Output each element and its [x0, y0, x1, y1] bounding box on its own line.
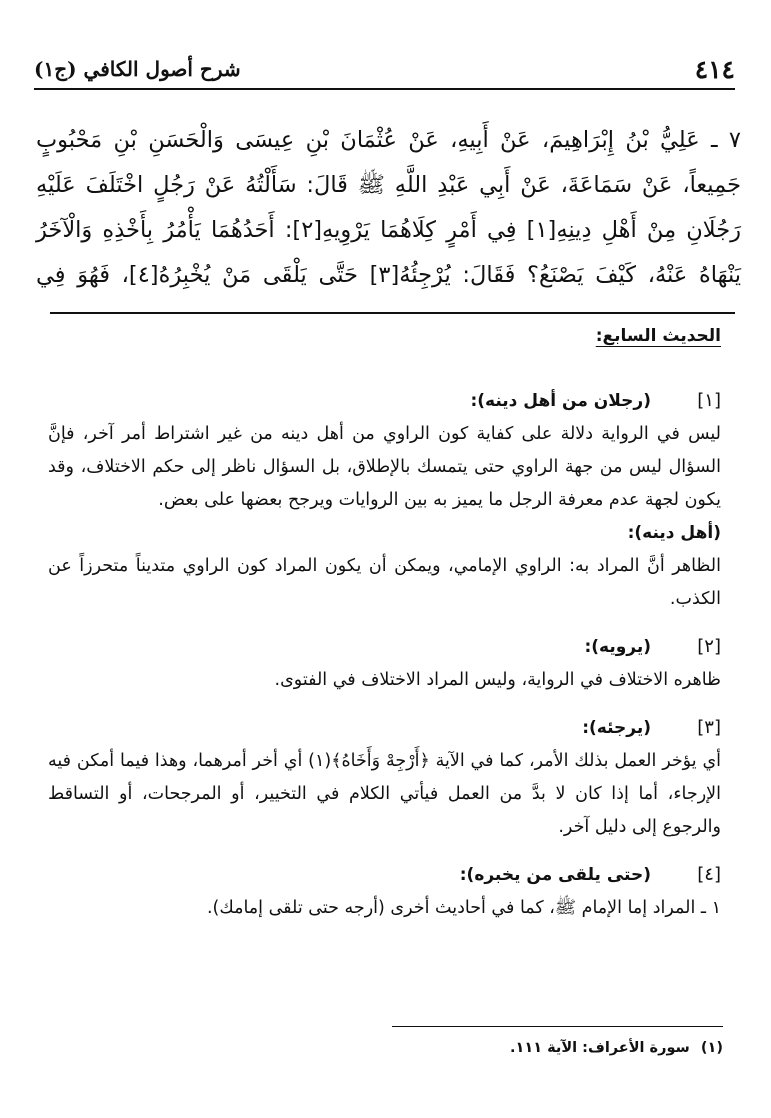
note-body: ليس في الرواية دلالة على كفاية كون الراوي من أهل دينه من غير اشتراط أمر آخر، فإنَّ السؤال ليس من جهة الراوي حتى يتمسك بالإطلاق، بل السؤال ناظر إلى حكم الاختلاف، وقد يكون لجهة عدم معرفة الرجل ما يميز به بين الروايات ويرجح بعضها على بعض.: [48, 424, 721, 510]
note-number: [١]: [697, 390, 721, 411]
note-phrase: (رجلان من أهل دينه):: [470, 391, 651, 411]
note-3: [48, 711, 721, 844]
section-divider: [50, 312, 735, 314]
note-heading: [48, 711, 721, 745]
note-1: [48, 384, 721, 616]
section-title: الحديث السابع:: [595, 326, 721, 346]
book-title: شرح أصول الكافي (ج١): [34, 57, 241, 81]
note-number: [٤]: [697, 864, 721, 885]
note-phrase: (يرجئه):: [582, 718, 651, 738]
note-body: ١ ـ المراد إما الإمام ﷺ، كما في أحاديث أخرى (أرجه حتى تلقى إمامك).: [206, 898, 721, 918]
note-4: [48, 858, 721, 925]
page-header: [34, 52, 735, 86]
note-number: [٢]: [697, 636, 721, 657]
commentary-notes: [48, 384, 721, 939]
note-number: [٣]: [697, 717, 721, 738]
header-rule: [34, 88, 735, 90]
note-heading: [48, 630, 721, 664]
note-2: [48, 630, 721, 697]
footnote-text: سورة الأعراف: الآية ١١١.: [510, 1040, 690, 1056]
note-sub-body: الظاهر أنَّ المراد به: الراوي الإمامي، ويمكن أن يكون المراد كون الراوي متديناً متحرزاً عن الكذب.: [48, 556, 721, 609]
page-number: ٤١٤: [694, 54, 735, 84]
note-phrase: (حتى يلقى من يخبره):: [459, 865, 651, 885]
note-heading: [48, 858, 721, 892]
note-heading: [48, 384, 721, 418]
note-phrase: (يرويه):: [584, 637, 651, 657]
footnote-rule: [392, 1026, 723, 1027]
note-body: ظاهره الاختلاف في الرواية، وليس المراد الاختلاف في الفتوى.: [274, 670, 721, 690]
note-subheading: (أهل دينه):: [627, 523, 721, 543]
footnote: [504, 1040, 723, 1056]
hadith-text: ٧ ـ عَلِيُّ بْنُ إِبْرَاهِيمَ، عَنْ أَبِيهِ، عَنْ عُثْمَانَ بْنِ عِيسَى وَالْحَسَنِ بْنِ مَحْبُوبٍ جَمِيعاً، عَنْ سَمَاعَةَ، عَنْ أَبِي عَبْدِ اللَّهِ ﷺ قَالَ: سَأَلْتُهُ عَنْ رَجُلٍ اخْتَلَفَ عَلَيْهِ رَجُلَانِ مِنْ أَهْلِ دِينِهِ[١] فِي أَمْرٍ كِلَاهُمَا يَرْوِيهِ[٢]: أَحَدُهُمَا يَأْمُرُ بِأَخْذِهِ وَالْآخَرُ يَنْهَاهُ عَنْهُ، كَيْفَ يَصْنَعُ؟ فَقَالَ: يُرْجِئُهُ[٣] حَتَّى يَلْقَى مَنْ يُخْبِرُهُ[٤]، فَهُوَ فِي: [36, 127, 742, 288]
footnote-number: (١): [700, 1040, 723, 1056]
note-body: أي يؤخر العمل بذلك الأمر، كما في الآية ﴿أَرْجِهْ وَأَخَاهُ﴾(١) أي أخر أمرهما، وهذا فيما أمكن فيه الإرجاء، أما إذا كان لا بدَّ من العمل فيأتي الكلام في التخيير، أو المرجحات، أو التساقط والرجوع إلى دليل آخر.: [48, 751, 722, 837]
